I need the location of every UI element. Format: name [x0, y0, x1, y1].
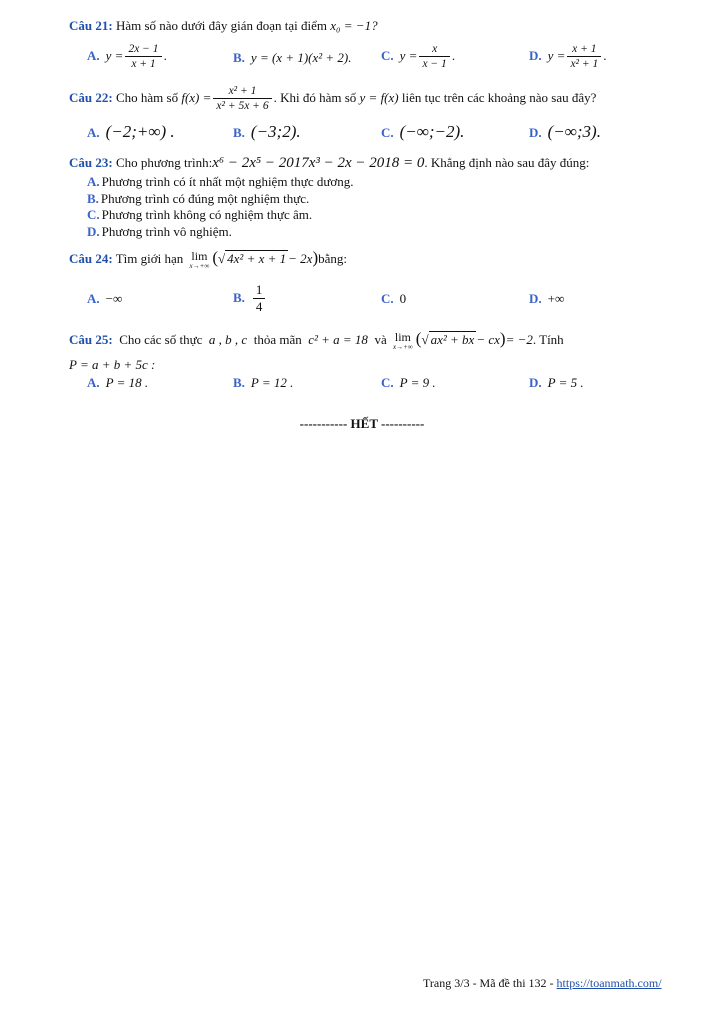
option-expression: P = 5 . [547, 375, 584, 390]
option-a [87, 42, 167, 72]
left-paren: ( [415, 329, 422, 348]
limit-subscript: x→+∞ [392, 343, 413, 352]
denominator: x + 1 [131, 58, 156, 71]
option-tail: . [603, 47, 607, 63]
variables: a , b , c [208, 332, 248, 347]
equation: x⁶ − 2x⁵ − 2017x³ − 2x − 2018 = 0 [212, 155, 425, 171]
function-lhs: f(x) = [181, 89, 212, 105]
question-25: Câu 25: Cho các số thực a , b , c thỏa mãn c² + a = 18 và lim x→+∞ (√ ax² + bx − cx)= −2. Tính [69, 329, 564, 352]
option-letter: A. [87, 291, 100, 306]
option-expression: −∞ [105, 291, 123, 306]
option-d [529, 291, 564, 307]
option-letter: A. [87, 174, 100, 189]
limit-text: lim [191, 249, 208, 264]
option-expression: y = (x + 1)(x² + 2). [250, 50, 352, 65]
fraction [253, 282, 266, 316]
denominator: x² + 5x + 6 [216, 100, 269, 113]
limit-operator [190, 250, 210, 270]
option-letter: B. [233, 375, 245, 390]
option-letter: B. [233, 289, 245, 305]
option-c [87, 207, 354, 224]
option-c [381, 291, 406, 307]
question-label: Câu 25: [69, 332, 113, 347]
option-a [87, 174, 354, 191]
question-text: Cho hàm số [115, 89, 179, 105]
limit-equals: = −2 [505, 332, 533, 347]
option-letter: B. [233, 50, 245, 65]
radicand: ax² + bx [430, 332, 475, 347]
question-21 [69, 18, 689, 34]
end-marker: ----------- HẾT ---------- [299, 416, 425, 431]
right-paren: ) [312, 248, 319, 267]
question-22 [69, 84, 699, 114]
option-letter: D. [529, 291, 542, 306]
question-text-2: . Khẳng định nào sau đây đúng: [424, 155, 590, 170]
question-text-2: thỏa mãn [253, 332, 302, 347]
option-c [381, 375, 436, 391]
option-d [529, 375, 584, 391]
footer-link[interactable]: https://toanmath.com/ [556, 976, 662, 990]
question-text-2: . Khi đó hàm số [273, 89, 357, 105]
fraction [567, 42, 601, 72]
question-text-3: và [374, 332, 387, 347]
option-b [233, 282, 267, 316]
option-b [87, 191, 354, 208]
option-c [381, 122, 464, 142]
page-footer [423, 976, 662, 991]
question-label: Câu 21: [69, 18, 113, 33]
question-text-3: liên tục trên các khoảng nào sau đây? [401, 89, 597, 105]
denominator: x² + 1 [570, 58, 599, 71]
option-expression: (−∞;3). [547, 122, 601, 141]
question-23 [69, 155, 689, 172]
option-a [87, 375, 148, 391]
question-expression: P = a + b + 5c : [69, 357, 156, 372]
question-text: Cho các số thực [119, 332, 203, 347]
option-expression: 0 [399, 291, 407, 306]
limit-rest: − cx [476, 332, 500, 347]
fraction [125, 42, 161, 72]
question-condition: x₀ = −1? [330, 18, 378, 33]
question-text-4: . Tính [532, 332, 564, 347]
option-letter: C. [87, 207, 100, 222]
option-lhs: y = [547, 47, 566, 63]
option-tail: . [451, 47, 456, 63]
option-tail: . [163, 47, 167, 63]
numerator: x² + 1 [213, 84, 271, 99]
option-c [381, 42, 455, 72]
option-lhs: y = [105, 47, 124, 63]
question-text: Hàm số nào dưới đây gián đoạn tại điểm [115, 18, 327, 33]
option-letter: D. [529, 47, 542, 63]
fraction [419, 42, 449, 72]
option-letter: C. [381, 375, 394, 390]
numerator: x + 1 [567, 42, 601, 57]
right-paren: ) [499, 329, 506, 348]
option-text: Phương trình có ít nhất một nghiệm thực dương. [101, 174, 354, 189]
function-expression: y = f(x) [359, 89, 399, 105]
option-d [529, 122, 601, 142]
numerator: 1 [253, 282, 266, 299]
limit-subscript: x→+∞ [189, 262, 210, 271]
option-text: Phương trình có đúng một nghiệm thực. [100, 190, 310, 206]
option-letter: D. [529, 125, 542, 140]
option-b [233, 375, 293, 391]
limit-text: lim [394, 330, 411, 345]
option-expression: +∞ [547, 291, 565, 306]
numerator: x [419, 42, 449, 57]
option-letter: A. [87, 375, 100, 390]
question-text: Tìm giới hạn [115, 251, 184, 266]
option-letter: A. [87, 125, 100, 140]
question-25-line-2 [69, 357, 689, 373]
question-text-2: bằng: [318, 251, 347, 266]
option-text: Phương trình vô nghiệm. [101, 223, 232, 239]
condition: c² + a = 18 [308, 332, 368, 347]
limit-operator [393, 331, 413, 351]
question-text: Cho phương trình: [115, 155, 213, 170]
question-label: Câu 22: [69, 89, 113, 105]
option-letter: A. [87, 47, 100, 63]
numerator: 2x − 1 [125, 42, 161, 57]
option-expression: (−∞;−2). [399, 122, 465, 141]
option-text: Phương trình không có nghiệm thực âm. [101, 207, 313, 222]
footer-text: Trang 3/3 - Mã đề thi 132 - [423, 976, 554, 990]
limit-rest: − 2x [288, 251, 313, 266]
option-list [87, 174, 354, 240]
option-letter: C. [381, 47, 394, 63]
option-expression: (−2;+∞) . [105, 122, 175, 141]
option-expression: P = 9 . [399, 375, 436, 390]
option-letter: B. [233, 125, 245, 140]
option-a [87, 291, 122, 307]
option-expression: P = 12 . [250, 375, 294, 390]
left-paren: ( [212, 248, 219, 267]
option-a [87, 122, 175, 142]
option-letter: C. [381, 291, 394, 306]
option-b [233, 122, 301, 142]
option-expression: (−3;2). [250, 122, 301, 141]
radicand: 4x² + x + 1 [227, 251, 287, 266]
option-letter: D. [87, 223, 100, 239]
option-expression: P = 18 . [105, 375, 149, 390]
option-letter: D. [529, 375, 542, 390]
option-lhs: y = [399, 47, 418, 63]
option-letter: B. [87, 190, 99, 206]
option-d [87, 224, 354, 241]
option-d [529, 42, 607, 72]
denominator: 4 [255, 299, 263, 315]
question-label: Câu 23: [69, 155, 113, 170]
denominator: x − 1 [422, 58, 447, 71]
question-24: Câu 24: Tìm giới hạn lim x→+∞ (√ 4x² + x + 1 − 2x)bằng: [69, 248, 347, 271]
option-b [233, 50, 352, 66]
option-letter: C. [381, 125, 394, 140]
question-label: Câu 24: [69, 251, 113, 266]
fraction [213, 84, 271, 114]
